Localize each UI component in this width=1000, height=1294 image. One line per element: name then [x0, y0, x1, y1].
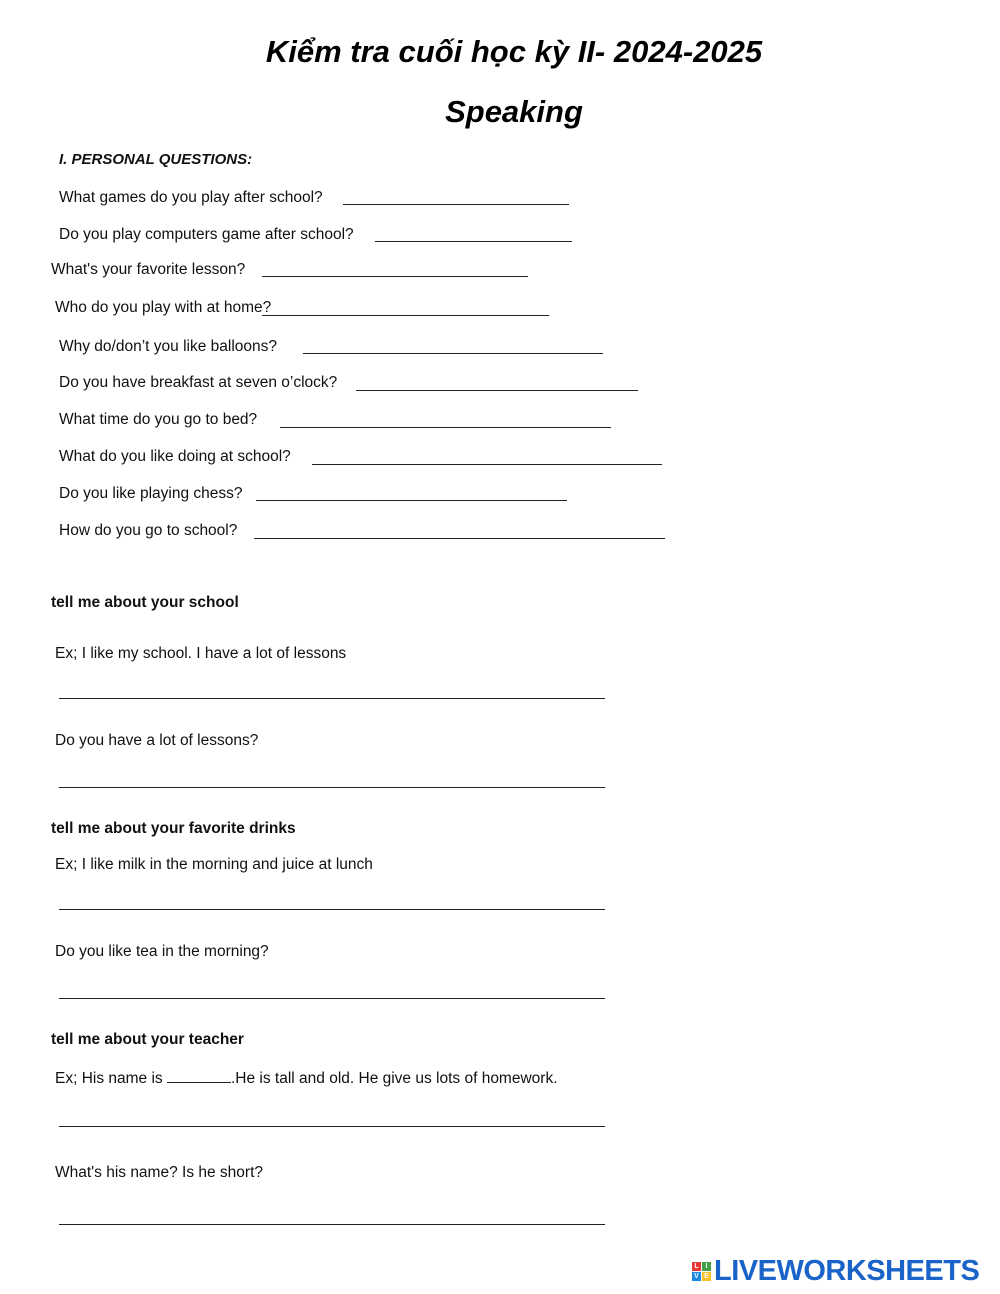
question-10: How do you go to school? — [59, 522, 238, 539]
answer-line-3[interactable] — [262, 276, 528, 277]
logo-mark-letter: V — [692, 1272, 701, 1281]
section-heading-drinks: tell me about your favorite drinks — [51, 820, 296, 837]
question-7: What time do you go to bed? — [59, 411, 258, 428]
answer-line-1[interactable] — [343, 204, 569, 205]
logo-mark-letter: L — [692, 1262, 701, 1271]
drinks-answer-line-1[interactable] — [59, 909, 605, 910]
answer-line-5[interactable] — [303, 353, 603, 354]
question-4: Who do you play with at home? — [55, 299, 272, 316]
teacher-name-blank[interactable] — [167, 1068, 231, 1083]
logo-mark-letter: I — [702, 1262, 711, 1271]
section-heading-personal: I. PERSONAL QUESTIONS: — [59, 151, 253, 168]
section-heading-teacher: tell me about your teacher — [51, 1031, 244, 1048]
question-1: What games do you play after school? — [59, 189, 323, 206]
answer-line-9[interactable] — [256, 500, 567, 501]
teacher-example-end: .He is tall and old. He give us lots of homework. — [230, 1070, 558, 1087]
answer-line-6[interactable] — [356, 390, 638, 391]
page-subtitle: Speaking — [445, 94, 583, 129]
school-answer-line-1[interactable] — [59, 698, 605, 699]
teacher-example-start: Ex; His name is — [55, 1070, 163, 1087]
page-title: Kiểm tra cuối học kỳ II- 2024-2025 — [265, 34, 763, 69]
question-5: Why do/don’t you like balloons? — [59, 338, 277, 355]
answer-line-2[interactable] — [375, 241, 572, 242]
section-heading-school: tell me about your school — [51, 594, 239, 611]
drinks-question: Do you like tea in the morning? — [55, 943, 269, 960]
answer-line-7[interactable] — [280, 427, 611, 428]
answer-line-8[interactable] — [312, 464, 662, 465]
teacher-example — [55, 1068, 558, 1088]
school-example: Ex; I like my school. I have a lot of lessons — [55, 645, 347, 662]
teacher-answer-line-1[interactable] — [59, 1126, 605, 1127]
question-3: What's your favorite lesson? — [51, 261, 246, 278]
logo-text: LIVEWORKSHEETS — [714, 1255, 980, 1287]
teacher-question: What's his name? Is he short? — [55, 1164, 264, 1181]
school-answer-line-2[interactable] — [59, 787, 605, 788]
logo-mark-letter: E — [702, 1272, 711, 1281]
teacher-answer-line-2[interactable] — [59, 1224, 605, 1225]
school-question: Do you have a lot of lessons? — [55, 732, 259, 749]
liveworksheets-logo — [692, 1256, 979, 1286]
answer-line-10[interactable] — [254, 538, 665, 539]
question-8: What do you like doing at school? — [59, 448, 291, 465]
drinks-answer-line-2[interactable] — [59, 998, 605, 999]
question-6: Do you have breakfast at seven o’clock? — [59, 374, 338, 391]
question-9: Do you like playing chess? — [59, 485, 243, 502]
logo-mark-icon — [692, 1262, 711, 1281]
answer-line-4[interactable] — [262, 315, 549, 316]
question-2: Do you play computers game after school? — [59, 226, 354, 243]
drinks-example: Ex; I like milk in the morning and juice at lunch — [55, 856, 373, 873]
